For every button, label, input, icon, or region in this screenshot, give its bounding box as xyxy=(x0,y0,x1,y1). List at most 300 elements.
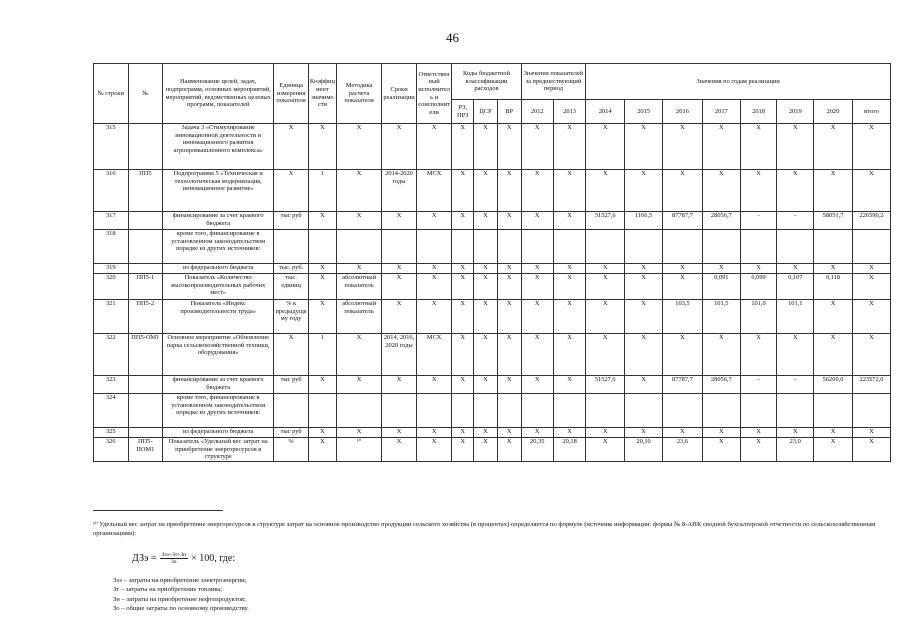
cell-coef xyxy=(308,230,336,264)
cell-rz: X xyxy=(452,264,474,274)
cell-unit: X xyxy=(274,170,309,212)
definition-line: Зн – затраты на приобретение нефтепродуктов; xyxy=(113,595,246,603)
cell-unit: тыс. руб. xyxy=(274,264,309,274)
formula-denominator: Зо xyxy=(171,559,177,565)
footnote-text: ¹⁰ Удельный вес затрат на приобретение энергоресурсов в структуре затрат на основное производство продукции сельского хозяйства (в процентах) определяется по формуле (источник информации: формы № 8-АПК сводной бухгалтерской отчетности по сельскохозяйственным организациям): xyxy=(93,521,876,537)
cell-value: X xyxy=(662,170,702,212)
cell-value: X xyxy=(814,428,853,438)
cell-value: X xyxy=(586,124,625,170)
table-row xyxy=(94,300,891,334)
cell-row-no: 324 xyxy=(94,394,129,428)
cell-terms: X xyxy=(382,438,417,462)
cell-value: X xyxy=(521,334,553,376)
cell-value: X xyxy=(777,264,814,274)
cell-coef: X xyxy=(308,376,336,394)
header-rz-prz: РЗ, ПРЗ xyxy=(452,100,474,124)
cell-value: 0,118 xyxy=(814,274,853,300)
cell-value: X xyxy=(852,170,890,212)
formula-lhs: ДЗэ = xyxy=(132,553,157,564)
cell-value: X xyxy=(702,334,740,376)
cell-value: X xyxy=(852,124,890,170)
cell-value: X xyxy=(625,170,663,212)
cell-unit: X xyxy=(274,124,309,170)
cell-value xyxy=(662,394,702,428)
cell-name: Показатель «Удельный вес затрат на приобретение энергоресурсов в структуре xyxy=(163,438,274,462)
cell-row-no: 325 xyxy=(94,428,129,438)
cell-value: 56200,0 xyxy=(814,376,853,394)
cell-value: X xyxy=(553,124,585,170)
cell-unit: % к предыдущему году xyxy=(274,300,309,334)
header-unit: Единица измерения показателя xyxy=(274,64,309,124)
cell-value xyxy=(740,230,777,264)
cell-resp: X xyxy=(416,376,452,394)
cell-value: - xyxy=(740,212,777,230)
cell-row-no: 323 xyxy=(94,376,129,394)
cell-value xyxy=(625,230,663,264)
table-row xyxy=(94,212,891,230)
cell-value: X xyxy=(814,300,853,334)
cell-resp: X xyxy=(416,274,452,300)
formula xyxy=(132,552,235,565)
cell-value: X xyxy=(553,264,585,274)
cell-value: X xyxy=(586,438,625,462)
cell-value: X xyxy=(662,274,702,300)
cell-code: ПП5-ОМ1 xyxy=(128,334,163,376)
header-name: Наименование целей, задач, подпрограмм, основных мероприятий, мероприятий, ведомственных целевых программ, показателей xyxy=(163,64,274,124)
cell-rz: X xyxy=(452,124,474,170)
cell-value: X xyxy=(852,428,890,438)
cell-value: X xyxy=(521,274,553,300)
table-row xyxy=(94,170,891,212)
cell-terms: X xyxy=(382,274,417,300)
table-row xyxy=(94,274,891,300)
cell-row-no: 322 xyxy=(94,334,129,376)
cell-name: Подпрограмма 5 «Техническая и технологическая модернизация, инновационное развитие» xyxy=(163,170,274,212)
header-year: 2013 xyxy=(553,100,585,124)
cell-value: X xyxy=(702,170,740,212)
cell-rz: X xyxy=(452,334,474,376)
cell-rz xyxy=(452,394,474,428)
cell-terms xyxy=(382,394,417,428)
header-budget-codes: Коды бюджетной классификации расходов xyxy=(452,64,521,100)
table-row xyxy=(94,376,891,394)
cell-name: из федерального бюджета xyxy=(163,428,274,438)
cell-value: X xyxy=(777,170,814,212)
cell-resp: МСХ xyxy=(416,170,452,212)
cell-vr: X xyxy=(497,124,521,170)
cell-value: X xyxy=(814,438,853,462)
cell-row-no: 316 xyxy=(94,170,129,212)
cell-value: 87787,7 xyxy=(662,212,702,230)
cell-value: X xyxy=(740,334,777,376)
cell-terms: X xyxy=(382,300,417,334)
cell-value: - xyxy=(740,376,777,394)
cell-value xyxy=(814,230,853,264)
cell-value: X xyxy=(777,334,814,376)
cell-vr: X xyxy=(497,274,521,300)
cell-terms xyxy=(382,230,417,264)
cell-value: X xyxy=(586,264,625,274)
cell-code: ПП5-1 xyxy=(128,274,163,300)
cell-value xyxy=(814,394,853,428)
cell-vr xyxy=(497,230,521,264)
cell-value: 23,6 xyxy=(662,438,702,462)
cell-row-no: 326 xyxy=(94,438,129,462)
cell-vr: X xyxy=(497,212,521,230)
cell-value xyxy=(852,394,890,428)
cell-vr: X xyxy=(497,438,521,462)
cell-name: из федерального бюджета xyxy=(163,264,274,274)
cell-value: 103,5 xyxy=(662,300,702,334)
cell-vr: X xyxy=(497,428,521,438)
cell-code xyxy=(128,376,163,394)
cell-terms: X xyxy=(382,264,417,274)
cell-value xyxy=(662,230,702,264)
cell-csr: X xyxy=(474,300,498,334)
cell-value: X xyxy=(777,428,814,438)
cell-method: абсолютный показатель xyxy=(336,274,381,300)
formula-fraction xyxy=(160,552,189,565)
table-row xyxy=(94,124,891,170)
cell-resp xyxy=(416,230,452,264)
cell-method: X xyxy=(336,376,381,394)
formula-numerator: Зээ+Зт+Зн xyxy=(161,552,187,558)
header-year: 2018 xyxy=(740,100,777,124)
cell-value: X xyxy=(586,428,625,438)
cell-value: 101,1 xyxy=(777,300,814,334)
cell-vr: X xyxy=(497,264,521,274)
header-year: 2012 xyxy=(521,100,553,124)
cell-unit: тыс руб xyxy=(274,376,309,394)
cell-csr: X xyxy=(474,264,498,274)
cell-value: 223572,0 xyxy=(852,376,890,394)
header-resp: Ответственный исполнитель и соисполнители xyxy=(416,64,452,124)
cell-terms: X xyxy=(382,124,417,170)
cell-unit xyxy=(274,394,309,428)
cell-value: X xyxy=(740,428,777,438)
formula-definitions xyxy=(113,576,249,614)
definition-line: Зо – общие затраты по основному производству. xyxy=(113,605,249,613)
cell-value: X xyxy=(521,428,553,438)
cell-value: 101,0 xyxy=(740,300,777,334)
cell-code xyxy=(128,212,163,230)
table-row xyxy=(94,230,891,264)
cell-value: X xyxy=(777,124,814,170)
cell-unit: % xyxy=(274,438,309,462)
cell-row-no: 319 xyxy=(94,264,129,274)
cell-csr xyxy=(474,394,498,428)
cell-resp xyxy=(416,394,452,428)
cell-value: X xyxy=(702,428,740,438)
table-row xyxy=(94,264,891,274)
cell-csr: X xyxy=(474,334,498,376)
cell-value xyxy=(553,394,585,428)
cell-value: X xyxy=(553,376,585,394)
cell-value: X xyxy=(553,212,585,230)
cell-name: финансирование за счет краевого бюджета xyxy=(163,376,274,394)
cell-coef: 1 xyxy=(308,170,336,212)
cell-value xyxy=(702,394,740,428)
cell-value: 0,099 xyxy=(740,274,777,300)
header-terms: Сроки реализации xyxy=(382,64,417,124)
cell-value: 51527,6 xyxy=(586,212,625,230)
cell-value: X xyxy=(586,170,625,212)
cell-method: абсолютный показатель xyxy=(336,300,381,334)
cell-value: X xyxy=(586,274,625,300)
cell-value: 0,107 xyxy=(777,274,814,300)
cell-value: X xyxy=(553,300,585,334)
header-vr: ВР xyxy=(497,100,521,124)
definition-line: Зээ – затраты на приобретение электроэнергии; xyxy=(113,577,247,584)
cell-value: 87787,7 xyxy=(662,376,702,394)
cell-value: X xyxy=(521,264,553,274)
cell-csr: X xyxy=(474,428,498,438)
cell-vr: X xyxy=(497,170,521,212)
cell-value: 20,10 xyxy=(625,438,663,462)
cell-name: Задача 3 «Стимулирование инновационной деятельности и инновационного развития агропромышленного комплекса» xyxy=(163,124,274,170)
header-csr: ЦСР xyxy=(474,100,498,124)
cell-unit: тыс. единиц xyxy=(274,274,309,300)
cell-resp: X xyxy=(416,428,452,438)
cell-unit: тыс руб xyxy=(274,428,309,438)
cell-code xyxy=(128,230,163,264)
header-prev-values: Значения показателей за предшествующий период xyxy=(521,64,586,100)
cell-csr: X xyxy=(474,438,498,462)
cell-value: X xyxy=(586,300,625,334)
cell-rz: X xyxy=(452,376,474,394)
cell-value xyxy=(740,394,777,428)
cell-coef: X xyxy=(308,124,336,170)
cell-value: X xyxy=(625,300,663,334)
cell-value: X xyxy=(625,124,663,170)
cell-code xyxy=(128,428,163,438)
header-num: № xyxy=(128,64,163,124)
cell-csr: X xyxy=(474,274,498,300)
header-year: 2016 xyxy=(662,100,702,124)
cell-unit xyxy=(274,230,309,264)
cell-value: X xyxy=(521,212,553,230)
cell-value: 226590,2 xyxy=(852,212,890,230)
cell-value: X xyxy=(702,264,740,274)
cell-code xyxy=(128,124,163,170)
cell-name: Показатель «Индекс производительности труда» xyxy=(163,300,274,334)
cell-value: X xyxy=(852,334,890,376)
table-row xyxy=(94,394,891,428)
cell-terms: 2014, 2016, 2020 годы xyxy=(382,334,417,376)
cell-value: X xyxy=(740,170,777,212)
cell-value: X xyxy=(625,264,663,274)
cell-value: X xyxy=(702,124,740,170)
cell-name: Основное мероприятие «Обновление парка сельскохозяйственной техники, оборудования» xyxy=(163,334,274,376)
cell-value: X xyxy=(521,170,553,212)
header-method: Методика расчета показателя xyxy=(336,64,381,124)
cell-code: ПП5-2 xyxy=(128,300,163,334)
cell-value: 20,35 xyxy=(521,438,553,462)
cell-vr: X xyxy=(497,376,521,394)
cell-rz: X xyxy=(452,428,474,438)
cell-method: X xyxy=(336,428,381,438)
cell-csr: X xyxy=(474,170,498,212)
header-year: 2015 xyxy=(625,100,663,124)
cell-value: X xyxy=(662,124,702,170)
cell-rz: X xyxy=(452,170,474,212)
cell-value: X xyxy=(814,334,853,376)
cell-coef: X xyxy=(308,274,336,300)
cell-method xyxy=(336,394,381,428)
cell-value xyxy=(702,230,740,264)
cell-name: Показатель «Количество высокопроизводительных рабочих мест» xyxy=(163,274,274,300)
cell-resp: X xyxy=(416,264,452,274)
cell-value: 51527,6 xyxy=(586,376,625,394)
cell-method: ¹⁰ xyxy=(336,438,381,462)
cell-csr: X xyxy=(474,212,498,230)
table-row xyxy=(94,438,891,462)
cell-value: - xyxy=(777,376,814,394)
cell-row-no: 320 xyxy=(94,274,129,300)
cell-csr: X xyxy=(474,376,498,394)
header-year: 2019 xyxy=(777,100,814,124)
cell-value: X xyxy=(662,428,702,438)
cell-name: финансирование за счет краевого бюджета xyxy=(163,212,274,230)
cell-unit: X xyxy=(274,334,309,376)
cell-value: 23,0 xyxy=(777,438,814,462)
cell-value: 0,091 xyxy=(702,274,740,300)
cell-vr: X xyxy=(497,300,521,334)
cell-value: X xyxy=(740,124,777,170)
cell-coef xyxy=(308,394,336,428)
indicators-table xyxy=(93,63,891,462)
cell-resp: X xyxy=(416,300,452,334)
cell-terms: X xyxy=(382,212,417,230)
cell-value: X xyxy=(521,124,553,170)
cell-row-no: 315 xyxy=(94,124,129,170)
footnote-rule xyxy=(93,510,223,511)
cell-terms: 2014-2020 годы xyxy=(382,170,417,212)
header-year: итого xyxy=(852,100,890,124)
cell-vr: X xyxy=(497,334,521,376)
cell-value: X xyxy=(702,438,740,462)
cell-value: X xyxy=(662,334,702,376)
cell-row-no: 317 xyxy=(94,212,129,230)
cell-method: X xyxy=(336,264,381,274)
cell-resp: МСХ xyxy=(416,334,452,376)
cell-method: X xyxy=(336,334,381,376)
cell-value: 1166,5 xyxy=(625,212,663,230)
cell-value: 20,18 xyxy=(553,438,585,462)
cell-code xyxy=(128,394,163,428)
header-coef: Коэффициент значимости xyxy=(308,64,336,124)
cell-csr: X xyxy=(474,124,498,170)
table-row xyxy=(94,428,891,438)
cell-value: X xyxy=(852,274,890,300)
cell-code: ПП5 xyxy=(128,170,163,212)
cell-value xyxy=(553,230,585,264)
header-row-no: № строки xyxy=(94,64,129,124)
cell-coef: X xyxy=(308,300,336,334)
cell-coef: X xyxy=(308,428,336,438)
cell-value: X xyxy=(625,428,663,438)
cell-value: X xyxy=(740,438,777,462)
cell-value xyxy=(586,394,625,428)
cell-value: X xyxy=(625,376,663,394)
cell-resp: X xyxy=(416,438,452,462)
cell-value: 28056,7 xyxy=(702,376,740,394)
cell-coef: X xyxy=(308,212,336,230)
cell-value: X xyxy=(814,124,853,170)
cell-coef: X xyxy=(308,438,336,462)
cell-unit: тыс руб xyxy=(274,212,309,230)
cell-value: 101,5 xyxy=(702,300,740,334)
cell-resp: X xyxy=(416,124,452,170)
cell-value xyxy=(521,394,553,428)
cell-value: X xyxy=(814,264,853,274)
cell-terms: X xyxy=(382,376,417,394)
cell-value xyxy=(777,394,814,428)
cell-value: - xyxy=(777,212,814,230)
cell-value: 28056,7 xyxy=(702,212,740,230)
cell-value: X xyxy=(521,300,553,334)
cell-terms: X xyxy=(382,428,417,438)
cell-rz: X xyxy=(452,438,474,462)
cell-value: X xyxy=(553,170,585,212)
cell-value: X xyxy=(852,438,890,462)
cell-method: X xyxy=(336,212,381,230)
cell-csr xyxy=(474,230,498,264)
cell-value: X xyxy=(852,300,890,334)
cell-row-no: 321 xyxy=(94,300,129,334)
cell-value: X xyxy=(553,274,585,300)
cell-rz: X xyxy=(452,274,474,300)
header-years-values: Значения по годам реализации xyxy=(586,64,891,100)
cell-value: X xyxy=(521,376,553,394)
cell-value: X xyxy=(625,334,663,376)
cell-name: кроме того, финансирование в установленном законодательством порядке из других источников: xyxy=(163,394,274,428)
cell-method: X xyxy=(336,124,381,170)
cell-value: X xyxy=(625,274,663,300)
cell-method xyxy=(336,230,381,264)
formula-rhs: × 100, где: xyxy=(191,553,236,564)
cell-value: X xyxy=(662,264,702,274)
header-year: 2020 xyxy=(814,100,853,124)
cell-value: X xyxy=(553,334,585,376)
cell-vr xyxy=(497,394,521,428)
cell-value: X xyxy=(814,170,853,212)
cell-code: ПП5-ПОМ1 xyxy=(128,438,163,462)
cell-value: X xyxy=(852,264,890,274)
cell-name: кроме того, финансирование в установленном законодательством порядке из других источников: xyxy=(163,230,274,264)
cell-coef: X xyxy=(308,264,336,274)
cell-value xyxy=(777,230,814,264)
cell-value xyxy=(852,230,890,264)
definition-line: Зт – затраты на приобретение топлива; xyxy=(113,586,223,594)
cell-value: X xyxy=(553,428,585,438)
cell-resp: X xyxy=(416,212,452,230)
header-year: 2014 xyxy=(586,100,625,124)
table-row xyxy=(94,334,891,376)
cell-rz xyxy=(452,230,474,264)
cell-value: X xyxy=(740,264,777,274)
cell-value xyxy=(625,394,663,428)
header-year: 2017 xyxy=(702,100,740,124)
page-number: 46 xyxy=(446,30,459,45)
cell-method: X xyxy=(336,170,381,212)
cell-code xyxy=(128,264,163,274)
cell-coef: 1 xyxy=(308,334,336,376)
cell-rz: X xyxy=(452,300,474,334)
cell-rz: X xyxy=(452,212,474,230)
cell-value xyxy=(586,230,625,264)
cell-row-no: 318 xyxy=(94,230,129,264)
